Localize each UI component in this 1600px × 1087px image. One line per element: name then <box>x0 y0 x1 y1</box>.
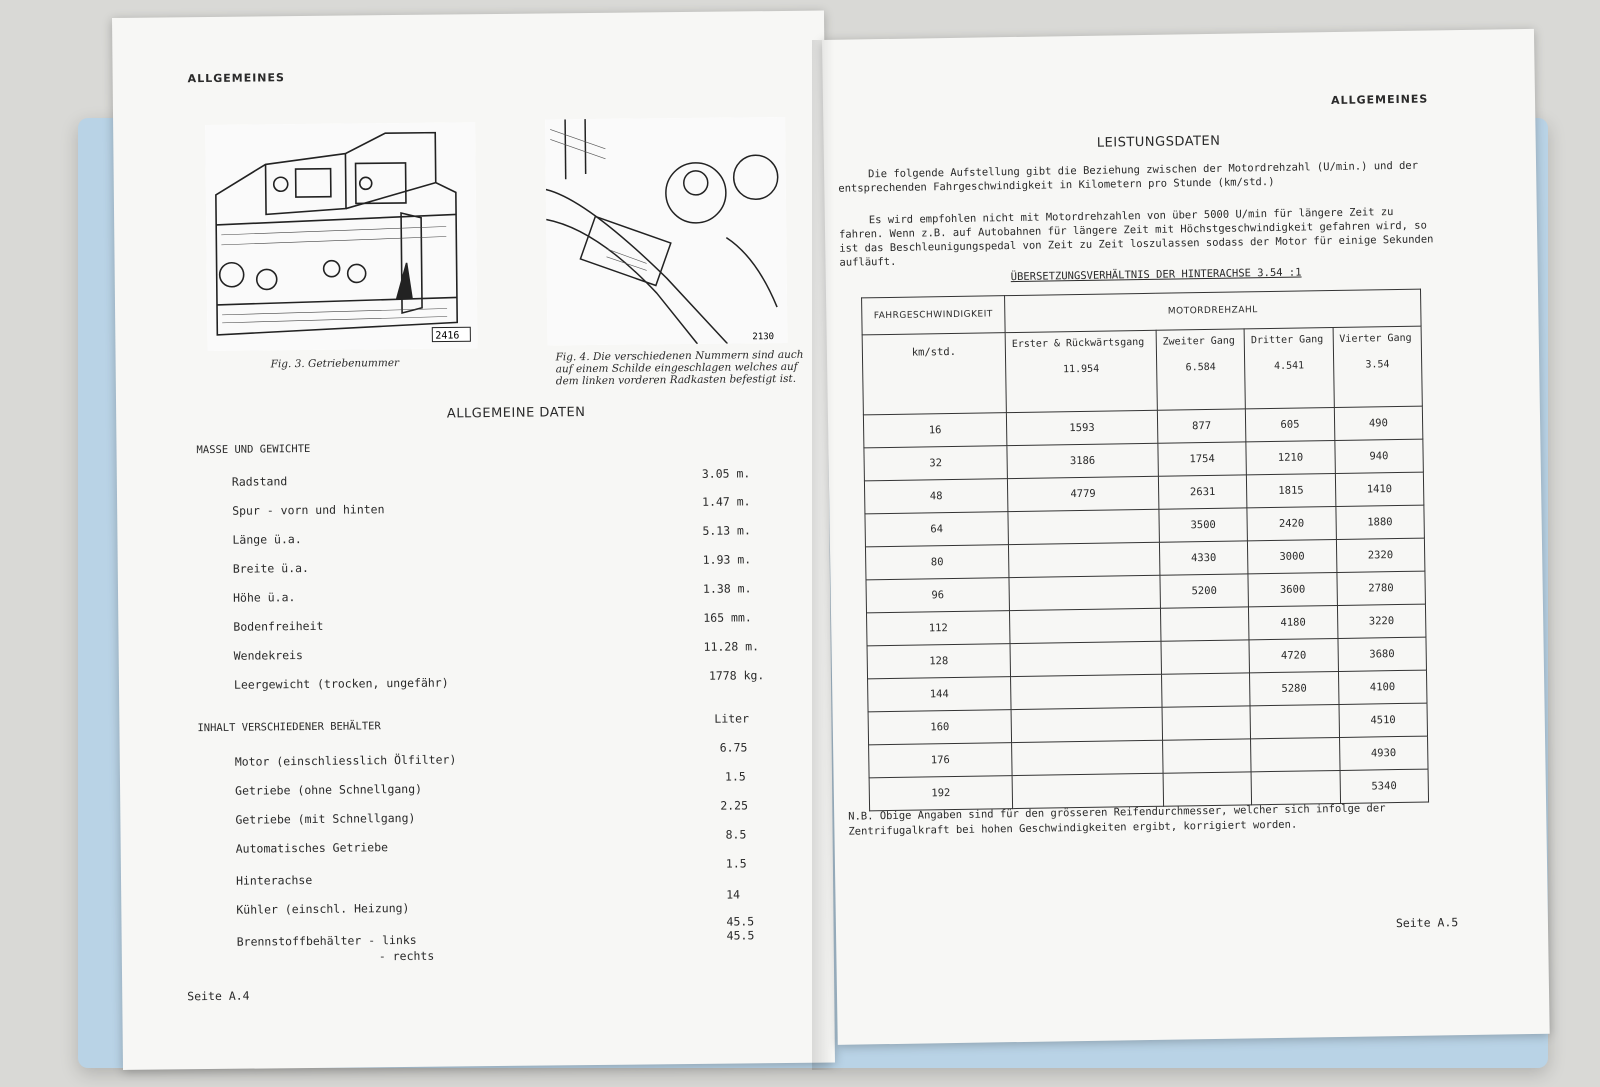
rpm-cell <box>1162 706 1251 740</box>
rpm-cell <box>1009 575 1160 610</box>
masse-label: Spur - vorn und hinten <box>232 502 385 518</box>
gear-ratio: 6.584 <box>1185 361 1216 374</box>
gear-ratio: 3.54 <box>1365 359 1390 371</box>
speed-cell: 144 <box>868 677 1012 712</box>
masse-label: Bodenfreiheit <box>233 618 324 634</box>
speed-cell: 128 <box>867 644 1011 679</box>
speed-cell: 192 <box>869 776 1013 811</box>
rpm-cell: 605 <box>1246 408 1335 442</box>
rpm-cell: 5280 <box>1250 671 1339 705</box>
masse-value: 5.13 m. <box>702 523 751 538</box>
rpm-cell <box>1012 773 1163 808</box>
speed-cell: 48 <box>864 479 1008 514</box>
rpm-cell: 4779 <box>1007 476 1158 511</box>
inhalt-value: 6.75 <box>719 740 748 755</box>
gear-name: Erster & Rückwärtsgang <box>1011 336 1145 351</box>
gear-header-cell <box>1156 329 1246 410</box>
rpm-cell: 3220 <box>1337 604 1426 638</box>
inhalt-value: 8.5 <box>725 827 747 842</box>
inhalt-section-title: INHALT VERSCHIEDENER BEHÄLTER <box>197 720 381 735</box>
footnote: N.B. Obige Angaben sind für den grösseren Reifendurchmesser, welcher sich infolge der Zentrifugalkraft bei hohen Geschwindigkeiten ergibt, korrigiert worden. <box>848 802 1386 838</box>
masse-value: 1778 kg. <box>708 668 765 683</box>
rpm-cell: 4180 <box>1249 605 1338 639</box>
right-page <box>822 29 1550 1045</box>
gear-name: Dritter Gang <box>1250 334 1324 347</box>
speed-column-header: FAHRGESCHWINDIGKEIT <box>862 296 1006 335</box>
rpm-cell: 1880 <box>1335 505 1424 539</box>
speed-cell: 80 <box>865 545 1009 580</box>
rpm-cell: 2420 <box>1247 506 1336 540</box>
rpm-cell: 1210 <box>1246 441 1335 475</box>
gear-header-cell <box>1005 330 1157 412</box>
rpm-cell: 877 <box>1157 409 1246 443</box>
rpm-cell <box>1010 641 1161 676</box>
rpm-cell <box>1008 542 1159 577</box>
rpm-cell <box>1162 739 1251 773</box>
section-header: ALLGEMEINES <box>1330 92 1429 108</box>
liter-unit-label: Liter <box>714 711 750 726</box>
section-header: ALLGEMEINES <box>187 71 285 86</box>
rpm-cell <box>1008 509 1159 544</box>
inhalt-value: 2.25 <box>720 798 749 813</box>
fig4-label: 2130 <box>752 332 775 343</box>
rpm-cell <box>1161 673 1250 707</box>
speed-cell: 160 <box>868 710 1012 745</box>
rpm-cell <box>1160 607 1249 641</box>
masse-label: Höhe ü.a. <box>233 590 296 605</box>
advice-paragraph: Es wird empfohlen nicht mit Motordrehzahlen von über 5000 U/min für längere Zeit zu fahren. Wenn z.B. auf Autobahnen für längere Zeit mit Höchstgeschwindigkeit gefahren wird, so ist das Beschleunigungspedal von Zeit zu Zeit loszulassen sodass der Motor für einige Sekunden aufläuft. <box>838 206 1434 269</box>
rpm-cell: 4510 <box>1339 703 1428 737</box>
inhalt-label: Motor (einschliesslich Ölfilter) <box>234 752 457 769</box>
inhalt-label: Getriebe (mit Schnellgang) <box>235 810 416 827</box>
speed-cell: 32 <box>864 446 1008 481</box>
speed-cell: 176 <box>869 743 1013 778</box>
rpm-cell: 940 <box>1334 439 1423 473</box>
masse-value: 3.05 m. <box>701 466 751 481</box>
rpm-cell: 2780 <box>1337 571 1426 605</box>
rpm-cell: 3680 <box>1338 637 1427 671</box>
tank-value-right: 45.5 <box>726 928 755 943</box>
rpm-cell: 3186 <box>1007 443 1158 478</box>
masse-section-title: MASSE UND GEWICHTE <box>196 442 311 457</box>
rpm-cell: 1815 <box>1247 473 1336 507</box>
table-body <box>863 406 1428 811</box>
rpm-cell: 490 <box>1334 406 1423 440</box>
rpm-cell: 5340 <box>1340 769 1429 803</box>
rpm-cell <box>1009 608 1160 643</box>
rpm-cell <box>1251 737 1340 771</box>
rpm-cell: 5200 <box>1160 574 1249 608</box>
rpm-cell: 2631 <box>1158 475 1247 509</box>
unit-cell: km/std. <box>862 333 1006 415</box>
rpm-cell <box>1012 740 1163 775</box>
page-heading: ALLGEMEINE DATEN <box>446 405 586 422</box>
speed-cell: 64 <box>865 512 1009 547</box>
rpm-cell: 3000 <box>1248 539 1337 573</box>
masse-label: Breite ü.a. <box>232 560 310 576</box>
inhalt-value: 14 <box>726 887 741 902</box>
table-title: ÜBERSETZUNGSVERHÄLTNIS DER HINTERACHSE 3.54 :1 <box>1010 266 1302 284</box>
rpm-cell <box>1163 772 1252 806</box>
rpm-cell: 4100 <box>1338 670 1427 704</box>
speed-cell: 96 <box>866 578 1010 613</box>
masse-value: 11.28 m. <box>703 639 760 654</box>
inhalt-label: Automatisches Getriebe <box>235 840 389 856</box>
fig3-caption: Fig. 3. Getriebenummer <box>270 357 400 371</box>
rpm-cell <box>1011 674 1162 709</box>
tank-label: Brennstoffbehälter - links <box>236 932 417 949</box>
masse-value: 1.93 m. <box>702 552 752 567</box>
fig4-caption: Fig. 4. Die verschiedenen Nummern sind auch auf einem Schilde eingeschlagen welches auf dem linken vorderen Radkasten befestigt ist. <box>555 348 804 388</box>
page-number: Seite A.4 <box>187 988 250 1004</box>
gear-ratio: 11.954 <box>1062 363 1100 376</box>
rpm-cell: 3500 <box>1159 508 1248 542</box>
figure-wheelarch-plate-illustration <box>545 117 787 346</box>
fig3-label: 2416 <box>435 330 460 342</box>
intro-paragraph: Die folgende Aufstellung gibt die Beziehung zwischen der Motordrehzahl (U/min.) und der entsprechenden Fahrgeschwindigkeit in Kilometern pro Stunde (km/std.) <box>838 159 1419 195</box>
inhalt-label: Kühler (einschl. Heizung) <box>236 900 410 917</box>
masse-label: Radstand <box>231 474 288 489</box>
tank-value-left: 45.5 <box>726 914 755 929</box>
rpm-cell: 1410 <box>1335 472 1424 506</box>
rpm-cell <box>1251 770 1340 804</box>
rpm-cell: 4930 <box>1339 736 1428 770</box>
page-heading: LEISTUNGSDATEN <box>1096 133 1221 151</box>
masse-value: 165 mm. <box>703 610 752 625</box>
masse-label: Wendekreis <box>233 648 304 663</box>
speed-cell: 112 <box>867 611 1011 646</box>
masse-value: 1.38 m. <box>702 581 752 596</box>
masse-label: Länge ü.a. <box>232 532 302 547</box>
masse-value: 1.47 m. <box>702 494 751 509</box>
inhalt-label: Hinterachse <box>235 872 313 888</box>
rpm-cell: 1754 <box>1158 442 1247 476</box>
gear-header-cell <box>1333 326 1423 407</box>
masse-label: Leergewicht (trocken, ungefähr) <box>233 675 449 692</box>
inhalt-label: Getriebe (ohne Schnellgang) <box>235 781 423 798</box>
inhalt-value: 1.5 <box>725 856 747 871</box>
table-subheader-row <box>862 326 1422 415</box>
rpm-cell <box>1011 707 1162 742</box>
gear-name: Vierter Gang <box>1339 332 1412 345</box>
rpm-cell: 1593 <box>1006 410 1157 445</box>
speed-cell: 16 <box>863 413 1007 448</box>
rpm-column-header: MOTORDREHZAHL <box>1005 289 1422 333</box>
book-gutter <box>812 40 834 1070</box>
rpm-cell: 4720 <box>1249 638 1338 672</box>
rpm-cell: 2320 <box>1336 538 1425 572</box>
page-number: Seite A.5 <box>1395 915 1459 931</box>
inhalt-value: 1.5 <box>724 769 746 784</box>
left-page <box>112 11 835 1070</box>
rpm-cell <box>1250 704 1339 738</box>
performance-table <box>861 289 1429 812</box>
figure-gearbox-illustration <box>205 122 477 351</box>
gear-name: Zweiter Gang <box>1162 335 1235 348</box>
tank-label-right: - rechts <box>378 948 435 964</box>
gear-header-cell <box>1244 328 1334 409</box>
gear-ratio: 4.541 <box>1273 360 1305 372</box>
rpm-cell: 3600 <box>1248 572 1337 606</box>
rpm-cell <box>1161 640 1250 674</box>
rpm-cell: 4330 <box>1159 541 1248 575</box>
